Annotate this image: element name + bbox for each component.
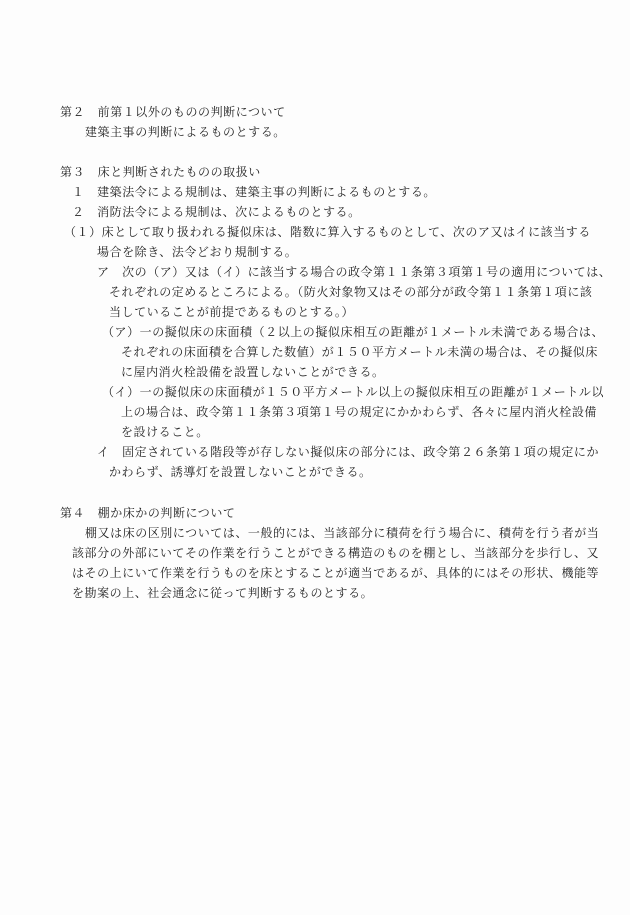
section-3-item-2: ２ 消防法令による規制は、次によるものとする。: [72, 205, 361, 219]
section-4-body-3: はその上にいて作業を行うものを床とすることが適当であるが、具体的にはその形状、機能等: [72, 566, 600, 580]
section-3-item-a-sub-a: （ア）一の擬似床の床面積（２以上の擬似床相互の距離が１メートル未満である場合は、: [102, 325, 605, 339]
section-3-item-a-cont-1: それぞれの定めるところによる。（防火対象物又はその部分が政令第１１条第１項に該: [109, 285, 593, 299]
section-4-body-1: 棚又は床の区別については、一般的には、当該部分に積荷を行う場合に、積荷を行う者が当: [85, 526, 600, 540]
section-4-body-4: を勘案の上、社会通念に従って判断するものとする。: [72, 586, 374, 600]
section-4-body-2: 該部分の外部にいてその作業を行うことができる構造のものを棚とし、当該部分を歩行し、又: [72, 546, 600, 560]
section-3-item-i-cont: かわらず、誘導灯を設置しないことができる。: [109, 465, 372, 479]
section-3-subitem-1: （１）床として取り扱われる擬似床は、階数に算入するものとして、次のア又はイに該当する: [64, 225, 591, 239]
section-3-heading: 第３ 床と判断されたものの取扱い: [60, 165, 261, 179]
section-4-heading: 第４ 棚か床かの判断について: [60, 506, 236, 520]
section-3-item-a-sub-a-cont-2: に屋内消火栓設備を設置しないことができる。: [121, 365, 385, 379]
section-2-heading: 第２ 前第１以外のものの判断について: [60, 105, 286, 119]
section-3-item-a-sub-i-cont-1: 上の場合は、政令第１１条第３項第１号の規定にかかわらず、各々に屋内消火栓設備: [121, 405, 597, 419]
section-3-item-i: イ 固定されている階段等が存しない擬似床の部分には、政令第２６条第１項の規定にか: [97, 445, 600, 459]
section-3-item-a-cont-2: 当していることが前提であるものとする。）: [109, 305, 355, 319]
section-3-subitem-1-cont: 場合を除き、法令どおり規制する。: [97, 245, 298, 259]
section-3-item-a: ア 次の（ア）又は（イ）に該当する場合の政令第１１条第３項第１号の適用については、: [97, 265, 612, 279]
section-3-item-a-sub-a-cont-1: それぞれの床面積を合算した数値）が１５０平方メートル未満の場合は、その擬似床: [121, 345, 598, 359]
section-3-item-a-sub-i-cont-2: を設けること。: [121, 425, 209, 439]
section-3-item-a-sub-i: （イ）一の擬似床の床面積が１５０平方メートル以上の擬似床相互の距離が１メートル以: [102, 385, 605, 399]
section-3-item-1: １ 建築法令による規制は、建築主事の判断によるものとする。: [72, 185, 436, 199]
section-2-body: 建築主事の判断によるものとする。: [85, 125, 286, 139]
